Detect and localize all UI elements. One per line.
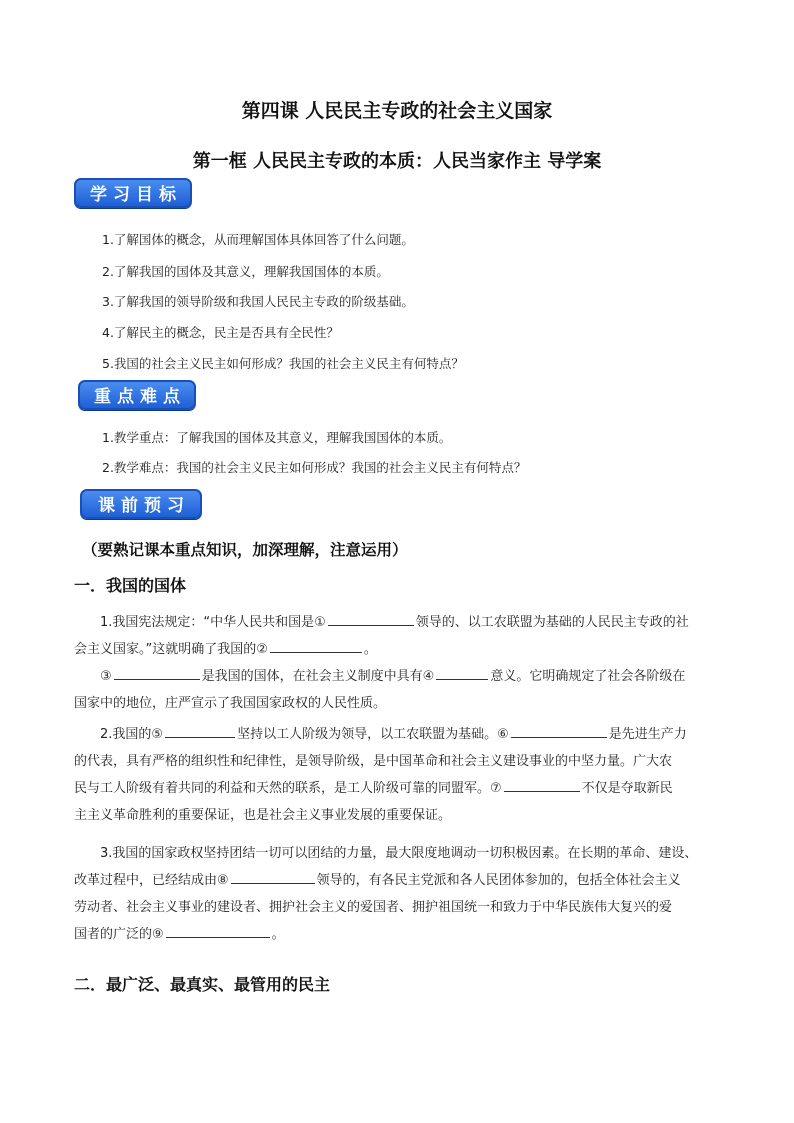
section-heading-2: 二．最广泛、最真实、最管用的民主: [74, 975, 331, 994]
blank-number: ①: [314, 615, 326, 630]
blank-number: ②: [256, 642, 268, 657]
key-point-1: 1.教学重点：了解我国的国体及其意义，理解我国国体的本质。: [102, 430, 452, 445]
fill-blank-7[interactable]: [504, 777, 580, 792]
text: 领导的，有各民主党派和各人民团体参加的，包括全体社会主义: [316, 873, 681, 888]
text: 主主义革命胜利的重要保证，也是社会主义事业发展的重要保证。: [74, 808, 452, 823]
text: 坚持以工人阶级为领导，以工农联盟为基础。: [237, 727, 498, 742]
paragraph-3: [74, 840, 724, 948]
text: 。: [363, 642, 377, 657]
text: 1.我国宪法规定：“中华人民共和国是: [100, 615, 315, 630]
goal-item-2: 2.了解我国的国体及其意义，理解我国国体的本质。: [102, 264, 389, 279]
blank-number: ⑥: [497, 727, 509, 742]
fill-blank-3[interactable]: [114, 665, 200, 680]
section-title: 第一框 人民民主专政的本质：人民当家作主 导学案: [192, 151, 602, 172]
text: 是我国的国体，在社会主义制度中具有: [201, 669, 423, 684]
blank-number: ⑧: [217, 873, 229, 888]
text: 3.我国的国家政权坚持团结一切可以团结的力量，最大限度地调动一切积极因素。在长期的革命、建设、: [100, 846, 698, 861]
badge-key-points: 重点难点: [78, 380, 196, 410]
section-heading-1: 一．我国的国体: [74, 576, 187, 595]
fill-blank-2[interactable]: [270, 638, 362, 653]
text: 不仅是夺取新民: [581, 781, 673, 796]
badge-preview: 课前预习: [80, 489, 202, 519]
text: 改革过程中，已经结成由: [74, 873, 218, 888]
text: 劳动者、社会主义事业的建设者、拥护社会主义的爱国者、拥护祖国统一和致力于中华民族伟大复兴的爱: [74, 900, 673, 915]
fill-blank-1[interactable]: [328, 611, 414, 626]
text: 意义。它明确规定了社会各阶级在: [490, 669, 686, 684]
blank-number: ⑤: [151, 727, 164, 742]
fill-blank-9[interactable]: [166, 923, 270, 938]
goal-item-1: 1.了解国体的概念，从而理解国体具体回答了什么问题。: [102, 232, 414, 247]
blank-number: ⑨: [152, 927, 164, 942]
blank-number: ⑦: [490, 781, 502, 796]
text: 国者的广泛的: [74, 927, 153, 942]
text: 国家中的地位，庄严宣示了我国国家政权的人民性质。: [74, 696, 387, 711]
goal-item-3: 3.了解我国的领导阶级和我国人民民主专政的阶级基础。: [102, 294, 414, 309]
text: 的代表，具有严格的组织性和纪律性，是领导阶级，是中国革命和社会主义建设事业的中坚力量。广大农: [74, 754, 673, 769]
goal-item-5: 5.我国的社会主义民主如何形成？我国的社会主义民主有何特点？: [102, 356, 464, 371]
paragraph-1: [74, 609, 724, 717]
text: 民与工人阶级有着共同的利益和天然的联系，是工人阶级可靠的同盟军。: [74, 781, 491, 796]
key-point-2: 2.教学难点：我国的社会主义民主如何形成？我国的社会主义民主有何特点？: [102, 460, 527, 475]
badge-learning-goals: 学习目标: [74, 178, 192, 208]
fill-blank-6[interactable]: [511, 723, 607, 738]
preview-note: （要熟记课本重点知识，加深理解，注意运用）: [82, 540, 408, 559]
fill-blank-8[interactable]: [231, 869, 315, 884]
goal-item-4: 4.了解民主的概念，民主是否具有全民性？: [102, 325, 339, 340]
blank-number: ④: [422, 669, 435, 684]
text: 。: [271, 927, 285, 942]
blank-number: ③: [100, 669, 112, 684]
paragraph-2: [74, 721, 724, 829]
fill-blank-4[interactable]: [436, 665, 488, 680]
text: 是先进生产力: [608, 727, 687, 742]
text: 领导的、以工农联盟为基础的人民民主专政的社: [415, 615, 689, 630]
text: 会主义国家。”这就明确了我国的: [74, 642, 257, 657]
text: 2.我国的: [100, 727, 152, 742]
fill-blank-5[interactable]: [165, 723, 235, 738]
lesson-title: 第四课 人民民主专政的社会主义国家: [241, 100, 553, 122]
